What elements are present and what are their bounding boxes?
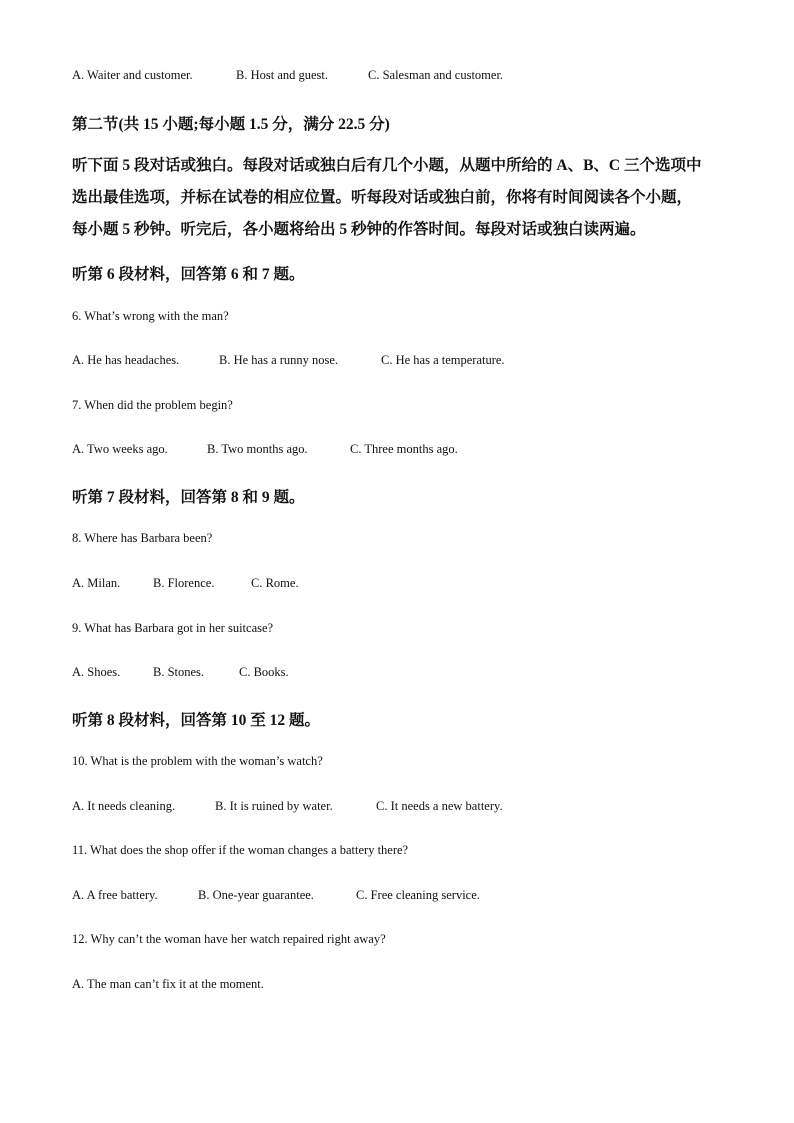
material8-heading: 听第 8 段材料，回答第 10 至 12 题。 (72, 712, 321, 729)
q6-option-a: A. He has headaches. (72, 353, 180, 367)
q5-option-a: A. Waiter and customer. (72, 68, 193, 82)
q10-options (72, 799, 503, 814)
instructions (72, 150, 732, 246)
q10-option-a: A. It needs cleaning. (72, 799, 176, 813)
q12-option-a: A. The man can’t fix it at the moment. (72, 977, 264, 991)
material6-heading: 听第 6 段材料，回答第 6 和 7 题。 (72, 266, 305, 283)
q7-option-b: B. Two months ago. (207, 442, 308, 456)
q9-options (72, 665, 289, 680)
q6-options (72, 353, 505, 368)
q9-option-b: B. Stones. (153, 665, 205, 679)
q7-question: 7. When did the problem begin? (72, 398, 233, 412)
q7-option-c: C. Three months ago. (350, 442, 458, 456)
q8-option-b: B. Florence. (153, 576, 215, 590)
instructions-line-1: 听下面 5 段对话或独白。每段对话或独白后有几个小题，从题中所给的 A、B、C 三个选项中 (72, 157, 702, 174)
q7-options (72, 442, 458, 457)
q11-option-c: C. Free cleaning service. (356, 888, 480, 902)
q11-option-b: B. One-year guarantee. (198, 888, 314, 902)
q6-option-c: C. He has a temperature. (381, 353, 505, 367)
instructions-line-3: 每小题 5 秒钟。听完后，各小题将给出 5 秒钟的作答时间。每段对话或独白读两遍。 (72, 221, 646, 238)
q9-question: 9. What has Barbara got in her suitcase? (72, 621, 274, 635)
q7-option-a: A. Two weeks ago. (72, 442, 168, 456)
q6-option-b: B. He has a runny nose. (219, 353, 339, 367)
q5-option-c: C. Salesman and customer. (368, 68, 504, 82)
material7-heading: 听第 7 段材料，回答第 8 和 9 题。 (72, 489, 305, 506)
q9-option-c: C. Books. (239, 665, 289, 679)
q6-question: 6. What’s wrong with the man? (72, 309, 229, 323)
q12-question: 12. Why can’t the woman have her watch repaired right away? (72, 932, 386, 946)
q8-option-c: C. Rome. (251, 576, 299, 590)
q10-option-c: C. It needs a new battery. (376, 799, 503, 813)
q11-options (72, 888, 480, 903)
q10-option-b: B. It is ruined by water. (215, 799, 333, 813)
instructions-line-2: 选出最佳选项，并标在试卷的相应位置。听每段对话或独白前，你将有时间阅读各个小题， (72, 189, 693, 206)
q8-question: 8. Where has Barbara been? (72, 531, 213, 545)
q11-question: 11. What does the shop offer if the woman changes a battery there? (72, 843, 409, 857)
q11-option-a: A. A free battery. (72, 888, 158, 902)
section2-heading: 第二节(共 15 小题;每小题 1.5 分，满分 22.5 分) (72, 116, 390, 133)
q5-options (72, 68, 503, 83)
q8-option-a: A. Milan. (72, 576, 121, 590)
q9-option-a: A. Shoes. (72, 665, 121, 679)
q5-option-b: B. Host and guest. (236, 68, 329, 82)
q8-options (72, 576, 299, 591)
q10-question: 10. What is the problem with the woman’s watch? (72, 754, 323, 768)
